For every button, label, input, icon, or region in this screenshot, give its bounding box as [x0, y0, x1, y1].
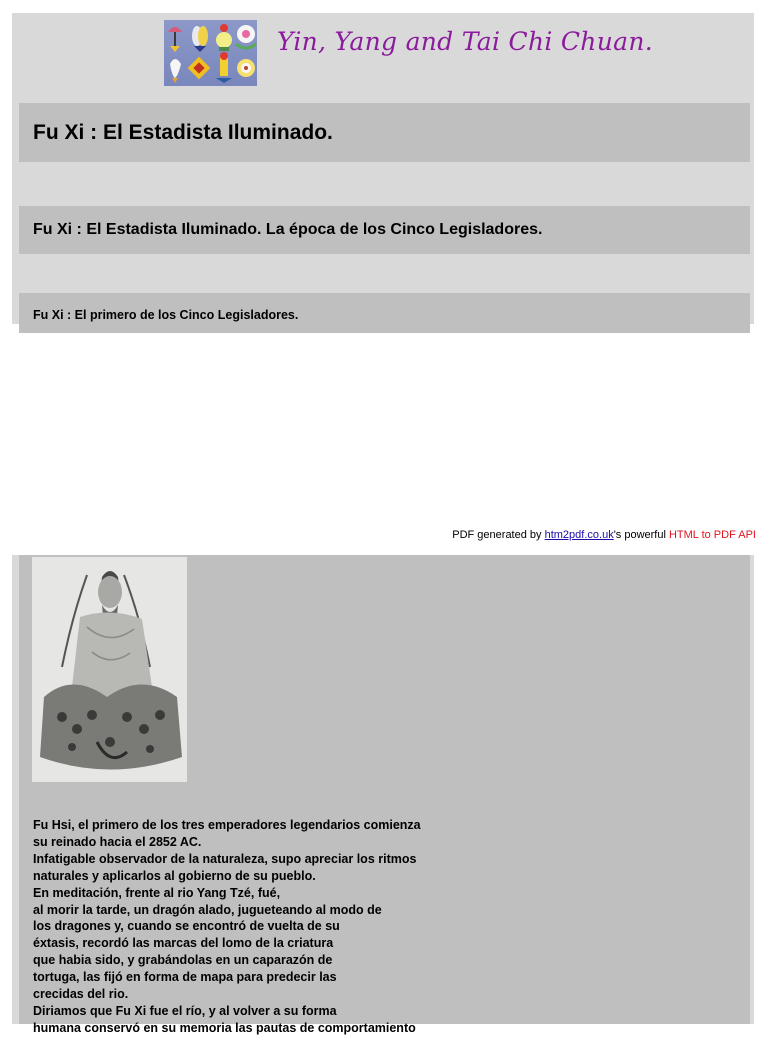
auspicious-symbols-logo	[164, 20, 257, 86]
banner-symbol-icon	[216, 52, 232, 83]
footer-prefix: PDF generated by	[452, 529, 545, 541]
article-body	[33, 817, 463, 1037]
site-header	[12, 13, 754, 103]
article-line: Infatigable observador de la naturaleza, supo apreciar los ritmos	[33, 851, 417, 866]
article-line: que habia sido, y grabándolas en un caparazón de	[33, 953, 333, 968]
main-heading-band	[19, 103, 750, 162]
page-title: Fu Xi : El Estadista Iluminado.	[33, 121, 333, 144]
vase-symbol-icon	[216, 24, 232, 51]
subsection-heading-band	[19, 293, 750, 333]
section-heading-band	[19, 206, 750, 254]
article-line: los dragones y, cuando se encontró de vuelta de su	[33, 919, 340, 934]
fu-xi-portrait-image	[32, 557, 187, 782]
article-line: Fu Hsi, el primero de los tres emperadores legendarios comienza	[33, 818, 421, 832]
lotus-symbol-icon	[236, 25, 256, 48]
article-line: crecidas del rio.	[33, 987, 129, 1002]
footer-middle: 's powerful	[613, 529, 669, 541]
conch-symbol-icon	[170, 59, 181, 83]
endless-knot-symbol-icon	[188, 57, 211, 80]
article-line: naturales y aplicarlos al gobierno de su pueblo.	[33, 868, 316, 883]
article-line: éxtasis, recordó las marcas del lomo de la criatura	[33, 936, 334, 951]
article-line: al morir la tarde, un dragón alado, jugueteando al modo de	[33, 902, 382, 917]
parasol-symbol-icon	[168, 27, 182, 52]
pdf-footer	[452, 529, 756, 541]
html-to-pdf-api-link[interactable]: HTML to PDF API	[668, 529, 756, 541]
fu-xi-portrait	[32, 557, 187, 782]
content-area	[19, 555, 750, 1035]
subsection-heading: Fu Xi : El primero de los Cinco Legisladores.	[33, 308, 299, 322]
pdf-page-2	[12, 555, 754, 1035]
article-line: Diriamos que Fu Xi fue el río, y al volver a su forma	[33, 1003, 337, 1018]
article-line: humana conservó en su memoria las pautas de comportamiento	[33, 1020, 416, 1035]
article-line: En meditación, frente al rio Yang Tzé, fué,	[33, 885, 281, 900]
dharma-wheel-symbol-icon	[237, 59, 255, 77]
htm2pdf-link[interactable]: htm2pdf.co.uk	[544, 529, 614, 541]
fish-symbol-icon	[192, 26, 208, 52]
article-line: su reinado hacia el 2852 AC.	[33, 834, 202, 849]
pdf-page-1	[12, 13, 754, 324]
article-line: tortuga, las fijó en forma de mapa para predecir las	[33, 970, 337, 985]
site-title: Yin, Yang and Tai Chi Chuan.	[277, 27, 653, 56]
auspicious-symbols-icon	[164, 20, 257, 86]
section-heading: Fu Xi : El Estadista Iluminado. La época de los Cinco Legisladores.	[33, 221, 543, 238]
